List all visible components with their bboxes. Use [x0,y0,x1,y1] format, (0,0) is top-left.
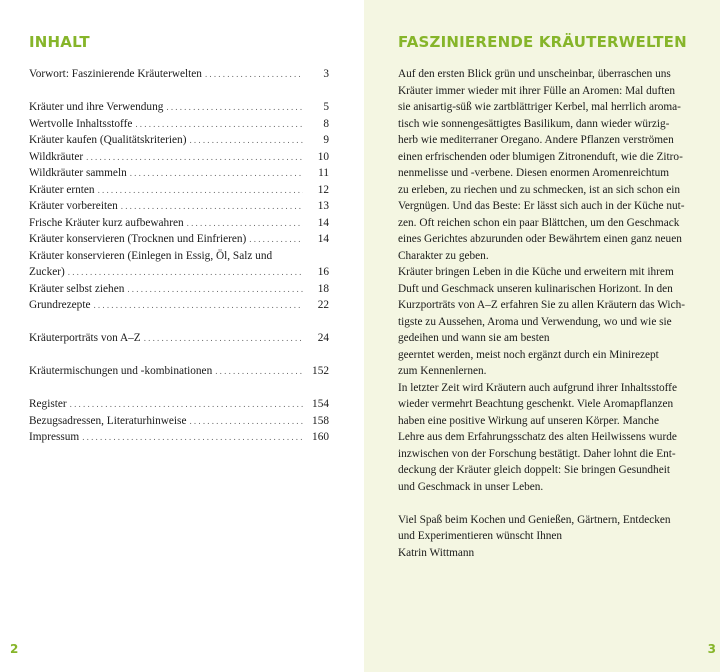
toc-entry[interactable] [29,297,329,314]
toc-entry-page: 22 [317,299,329,311]
text-line: tisch wie sonnengesättigtes Basilikum, dann wieder würzig- [398,117,670,130]
toc-entry-title: Wertvolle Inhaltsstoffe [29,117,133,130]
toc-entry[interactable] [29,116,329,133]
toc-entry[interactable] [29,149,329,166]
toc-entry-title: Frische Kräuter kurz aufbewahren [29,216,184,229]
text-line: haben eine positive Wirkung auf unseren Körper. Manche [398,414,659,427]
toc-entry-page: 16 [317,266,329,278]
toc-entry[interactable] [29,429,329,446]
toc-entry-title: Kräuter ernten [29,183,95,196]
toc-entry[interactable] [29,132,329,149]
toc-entry-page: 14 [317,216,329,229]
toc-entry[interactable] [29,99,329,116]
text-line: Auf den ersten Blick grün und unscheinbar, überraschen uns [398,68,671,80]
toc-entry-page: 11 [318,167,329,179]
toc-entry-title: Grundrezepte [29,299,91,311]
text-line: inzwischen von der Forschung bestätigt. Daher lohnt die Ent- [398,447,676,460]
toc-dot-leader [205,66,303,83]
toc-dot-leader [121,198,303,215]
toc-heading: INHALT [29,33,90,51]
text-line: geerntet werden, meist noch ergänzt durch ein Minirezept [398,348,659,361]
text-line: sie anisartig-süß wie zartblättriger Kerbel, mal herrlich aroma- [398,101,681,113]
foreword-heading: FASZINIERENDE KRÄUTERWELTEN [398,33,687,51]
toc-dot-leader [70,396,303,413]
toc-dot-leader [130,165,303,182]
toc-entry-page: 9 [323,134,329,146]
text-line: In letzter Zeit wird Kräutern auch aufgrund ihrer Inhaltsstoffe [398,381,677,394]
text-line: deckung der Kräuter gleich doppelt: Sie bringen Gesundheit [398,464,670,476]
text-line: einen erfrischenden oder blumigen Zitronenduft, wie die Zitro- [398,150,683,163]
toc-entry-page: 152 [312,365,329,377]
toc-group [29,363,329,380]
text-line: zum Kennenlernen. [398,365,487,377]
toc-dot-leader [68,264,303,281]
toc-entry-title: Kräuter vorbereiten [29,200,118,212]
toc-entry-page: 14 [317,233,329,245]
toc-entry[interactable] [29,182,329,199]
toc-dot-leader [187,215,303,232]
toc-entry[interactable] [29,66,329,83]
toc-dot-leader [189,413,303,430]
toc-entry-title: Kräutermischungen und -kombinationen [29,365,213,377]
toc-dot-leader [144,330,303,347]
text-line: zen. Oft reichen schon ein paar Blättchen, um den Geschmack [398,216,680,229]
page-number-right: 3 [707,642,716,656]
text-line: tigste zu Aussehen, Aroma und Verwendung, wo und wie sie [398,315,672,328]
toc-entry[interactable] [29,264,329,281]
toc-entry[interactable] [29,413,329,430]
toc-dot-leader [127,281,303,298]
text-line: nenmelisse und -verbene. Diesen enormen Aromenreichtum [398,167,670,179]
toc-entry-title: Kräuter kaufen (Qualitätskriterien) [29,134,187,146]
toc-entry-page: 18 [317,282,329,295]
text-line: wieder vermehrt Beachtung geschenkt. Viele Aromapflanzen [398,398,674,410]
text-line: Kräuter immer wieder mit ihrer Fülle an Aromen: Mal duften [398,84,676,97]
text-line: Lehre aus dem Erfahrungsschatz des alten Heilwissens wurde [398,431,677,443]
toc-dot-leader [166,99,303,116]
toc-group [29,330,329,347]
toc-entry-page: 12 [317,183,329,196]
toc-entry-title: Wildkräuter sammeln [29,167,127,179]
text-line: Katrin Wittmann [398,546,475,559]
toc-entry[interactable] [29,231,329,248]
toc-dot-leader [93,297,303,314]
toc-entry-title-line: Kräuter konservieren (Einlegen in Essig, Öl, Salz und [29,249,273,262]
toc-group [29,66,329,83]
toc-entry-page: 160 [312,431,329,443]
toc-group [29,396,329,446]
toc-entry-page: 5 [323,101,329,113]
toc-entry-page: 13 [317,200,329,212]
toc-entry-title: Kräuter konservieren (Trocknen und Einfrieren) [29,233,247,245]
text-line: gedeihen und wann sie am besten [398,332,550,344]
toc-entry[interactable] [29,363,329,380]
foreword-text [398,66,708,561]
toc-entry[interactable] [29,396,329,413]
toc-dot-leader [86,149,303,166]
right-page [364,0,720,672]
toc-entry-page: 10 [317,150,329,163]
toc-entry-page: 154 [312,398,329,410]
text-line: und Experimentieren wünscht Ihnen [398,530,563,542]
toc-entry-title: Vorwort: Faszinierende Kräuterwelten [29,68,202,80]
text-line: Vergnügen. Und das Beste: Er lässt sich auch in der Küche nut- [398,200,685,212]
paragraph-gap [398,495,708,512]
toc-entry-title: Zucker) [29,266,65,278]
toc-entry-title: Kräuter und ihre Verwendung [29,101,164,113]
toc-dot-leader [82,429,303,446]
text-line: herb wie mediterraner Oregano. Andere Pflanzen verströmen [398,134,674,146]
toc-entry[interactable] [29,330,329,347]
toc-dot-leader [98,182,303,199]
toc-entry-page: 3 [323,68,329,80]
toc-entry-title: Bezugsadressen, Literaturhinweise [29,414,187,427]
toc-dot-leader [189,132,303,149]
text-line: Viel Spaß beim Kochen und Genießen, Gärtnern, Entdecken [398,513,671,526]
toc-entry-page: 8 [323,117,329,130]
toc-entry[interactable] [29,165,329,182]
toc-entry-page: 158 [312,414,329,427]
page-number-left: 2 [10,642,19,656]
toc-entry-title: Kräuterporträts von A–Z [29,332,141,344]
toc-entry[interactable] [29,215,329,232]
text-line: zu erleben, zu riechen und zu schmecken, ist an sich schon ein [398,183,681,196]
toc-entry-title: Impressum [29,431,80,443]
text-line: eines Gerichtes abzurunden oder Bewährtem einen ganz neuen [398,233,682,245]
toc-entry[interactable] [29,281,329,298]
toc-dot-leader [249,231,303,248]
text-line: Duft und Geschmack unseren kulinarischen Horizont. In den [398,282,673,295]
text-line: und Geschmack in unser Leben. [398,480,544,493]
toc-entry-title: Register [29,398,67,410]
toc-entry[interactable] [29,198,329,215]
text-line: Kräuter bringen Leben in die Küche und erweitern mit ihrem [398,266,674,278]
toc-entry-page: 24 [317,332,329,344]
toc-dot-leader [215,363,303,380]
toc-entry-title: Wildkräuter [29,150,84,163]
text-line: Charakter zu geben. [398,249,489,262]
toc-group [29,99,329,314]
toc-entry-title: Kräuter selbst ziehen [29,282,125,295]
toc-dot-leader [135,116,303,133]
table-of-contents [29,66,329,462]
text-line: Kurzporträts von A–Z erfahren Sie zu allen Kräutern das Wich- [398,299,685,311]
